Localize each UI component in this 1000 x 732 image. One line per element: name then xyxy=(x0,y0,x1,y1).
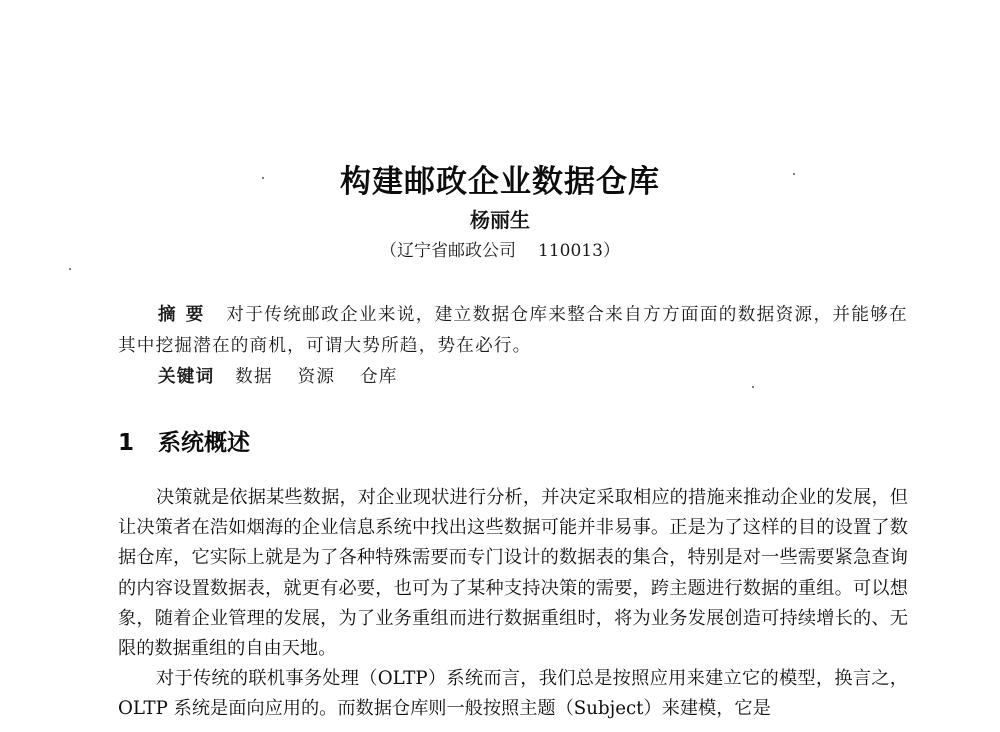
scan-speck xyxy=(752,386,754,388)
keyword-item: 仓库 xyxy=(359,367,398,387)
affiliation xyxy=(0,236,1000,261)
keyword-item: 数据 xyxy=(235,367,273,387)
body-paragraph-2: 对于传统的联机事务处理（OLTP）系统而言，我们总是按照应用来建立它的模型，换言之，OLTP 系统是面向应用的。而数据仓库则一般按照主题（Subject）来建模，它是 xyxy=(118,668,908,720)
abstract-block xyxy=(118,300,908,393)
affiliation-open-paren: （ xyxy=(380,241,398,261)
section-title: 系统概述 xyxy=(158,430,250,456)
body-text xyxy=(118,483,908,725)
scan-speck xyxy=(69,268,71,270)
abstract-paragraph xyxy=(118,300,908,362)
keywords-line xyxy=(118,362,908,393)
scan-speck xyxy=(793,173,795,175)
keyword-item: 资源 xyxy=(297,367,336,387)
section-number: 1 xyxy=(118,430,135,456)
affiliation-postcode: 110013 xyxy=(538,241,603,261)
author-name: 杨丽生 xyxy=(470,208,530,232)
abstract-text: 对于传统邮政企业来说，建立数据仓库来整合来自方方面面的数据资源，并能够在其中挖掘潜在的商机，可谓大势所趋，势在必行。 xyxy=(118,305,908,356)
section-heading xyxy=(118,424,250,457)
body-paragraph-1: 决策就是依据某些数据，对企业现状进行分析，并决定采取相应的措施来推动企业的发展，但让决策者在浩如烟海的企业信息系统中找出这些数据可能并非易事。正是为了这样的目的设置了数据仓库，它实际上就是为了各种特殊需要而专门设计的数据表的集合，特别是对一些需要紧急查询的内容设置数据表，就更有必要，也可为了某种支持决策的需要，跨主题进行数据的重组。可以想象，随着企业管理的发展，为了业务重组而进行数据重组时，将为业务发展创造可持续增长的、无限的数据重组的自由天地。 xyxy=(118,487,908,660)
scan-speck xyxy=(262,177,264,179)
abstract-label: 摘要 xyxy=(158,305,214,325)
paper-title: 构建邮政企业数据仓库 xyxy=(340,164,660,200)
affiliation-close-paren: ） xyxy=(602,241,620,261)
affiliation-org: 辽宁省邮政公司 xyxy=(397,241,517,261)
keywords-label: 关键词 xyxy=(158,367,215,387)
